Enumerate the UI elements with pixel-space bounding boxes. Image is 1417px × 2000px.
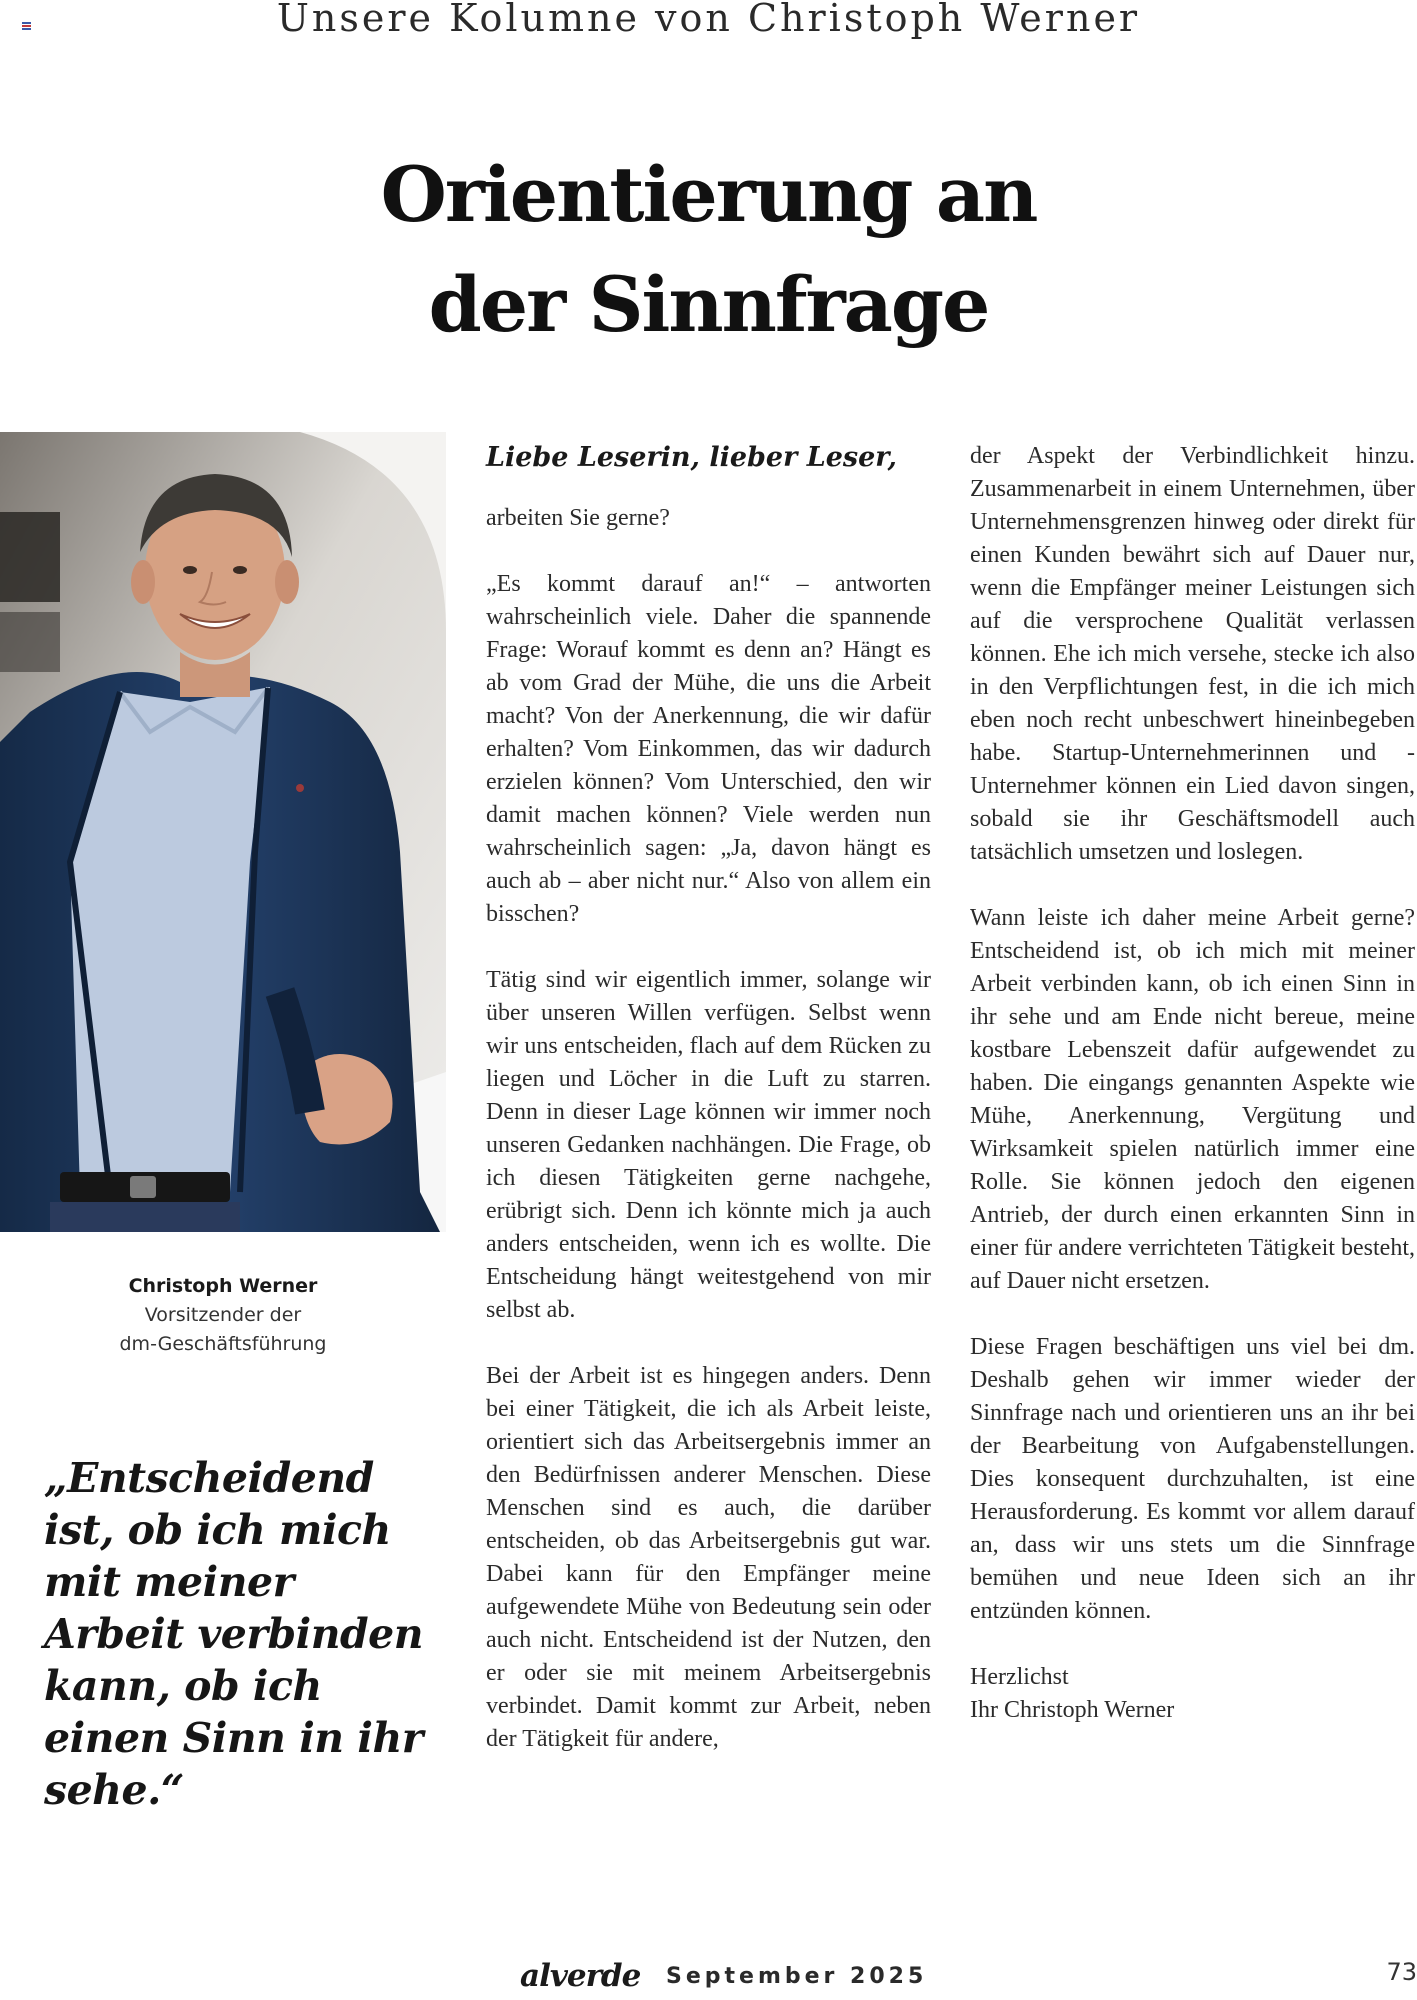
magazine-logo: alverde <box>520 1958 641 1994</box>
caption-role: Vorsitzender der <box>144 1304 302 1326</box>
paragraph: der Aspekt der Verbindlichkeit hinzu. Zusammenarbeit in einem Unternehmen, über Unternehmensgrenzen hinweg oder direkt für einen Kunden bewährt sich auf Dauer nur, wenn die Empfänger meiner Leistungen sich auf die versprochene Qualität verlassen können. Ehe ich mich versehe, stecke ich also in den Verpflichtungen fest, in die ich mich eben noch recht unbeschwert hineinbegeben habe. Startup-Unternehmerinnen und -Unternehmer können ein Lied davon singen, sobald sie ihr Geschäftsmodell auch tatsächlich umsetzen und loslegen. <box>970 443 1415 865</box>
paragraph: arbeiten Sie gerne? <box>486 505 670 531</box>
salutation: Liebe Leserin, lieber Leser, <box>486 442 897 473</box>
portrait-illustration <box>0 432 446 1232</box>
paragraph: Tätig sind wir eigentlich immer, solange wir über unseren Willen verfügen. Selbst wenn wir uns entscheiden, flach auf dem Rücken zu liegen und Löcher in die Luft zu starren. Denn in dieser Lage können wir immer noch unseren Gedanken nachhängen. Die Frage, ob ich diesen Tätigkeiten gerne nachgehe, erübrigt sich. Denn ich könnte mich ja auch anders entscheiden, wenn ich es wollte. Die Entscheidung hängt weitestgehend von mir selbst ab. <box>486 967 931 1323</box>
closing-greeting: Herzlichst <box>970 1664 1069 1690</box>
paragraph: „Es kommt darauf an!“ – antworten wahrscheinlich viele. Daher die spannende Frage: Worauf kommt es denn an? Hängt es ab vom Grad der Mühe, die uns die Arbeit macht? Von der Anerkennung, die wir dafür erhalten? Vom Einkommen, das wir dadurch erzielen können? Vom Unterschied, den wir damit machen können? Viele werden nun wahrscheinlich sagen: „Ja, davon hängt es auch ab – aber nicht nur.“ Also von allem ein bisschen? <box>486 571 931 927</box>
caption-role: dm-Geschäftsführung <box>119 1333 327 1355</box>
photo-caption <box>0 1272 446 1359</box>
title-line: der Sinnfrage <box>428 260 989 349</box>
caption-name: Christoph Werner <box>128 1275 318 1297</box>
article-column-2 <box>970 440 1415 1760</box>
page-footer <box>0 1958 1417 1998</box>
portrait-photo <box>0 432 446 1232</box>
closing <box>970 1661 1415 1727</box>
paragraph: Bei der Arbeit ist es hingegen anders. Denn bei einer Tätigkeit, die ich als Arbeit leiste, orientiert sich das Arbeitsergebnis immer an den Bedürfnissen anderer Menschen. Diese Menschen sind es auch, die darüber entscheiden, ob das Arbeitsergebnis gut war. Dabei kann für den Empfänger meine aufgewendete Mühe von Bedeutung sein oder auch nicht. Entscheidend ist der Nutzen, den er oder sie mit meinem Arbeitsergebnis verbindet. Damit kommt zur Arbeit, neben der Tätigkeit für andere, <box>486 1363 931 1752</box>
column-kicker: Unsere Kolumne von Christoph Werner <box>276 0 1141 40</box>
paragraph: Wann leiste ich daher meine Arbeit gerne? Entscheidend ist, ob ich mich mit meiner Arbeit verbinden kann, ob ich einen Sinn in ihr sehe und am Ende nicht bereue, meine kostbare Lebenszeit dafür aufgewendet zu haben. Die eingangs genannten Aspekte wie Mühe, Anerkennung, Vergütung und Wirksamkeit spielen natürlich immer eine Rolle. Sie können jedoch den eigenen Antrieb, der durch einen erkannten Sinn in einer für andere verrichteten Tätigkeit besteht, auf Dauer nicht ersetzen. <box>970 905 1415 1294</box>
pull-quote: „Entscheidend ist, ob ich mich mit meiner Arbeit verbinden kann, ob ich einen Sinn in ihr sehe.“ <box>44 1454 424 1814</box>
article-column-1 <box>486 440 931 1789</box>
paragraph: Diese Fragen beschäftigen uns viel bei dm. Deshalb gehen wir immer wieder der Sinnfrage nach und orientieren uns an ihr bei der Bearbeitung von Aufgabenstellungen. Dies konsequent durchzuhalten, ist eine Herausforderung. Es kommt vor allem darauf an, dass wir uns stets um die Sinnfrage bemühen und neue Ideen sich an ihr entzünden können. <box>970 1334 1415 1624</box>
closing-signature: Ihr Christoph Werner <box>970 1697 1175 1723</box>
page-number: 73 <box>1386 1958 1417 1986</box>
title-line: Orientierung an <box>380 150 1037 239</box>
article-title <box>0 140 1417 360</box>
issue-date: September 2025 <box>666 1964 928 1989</box>
